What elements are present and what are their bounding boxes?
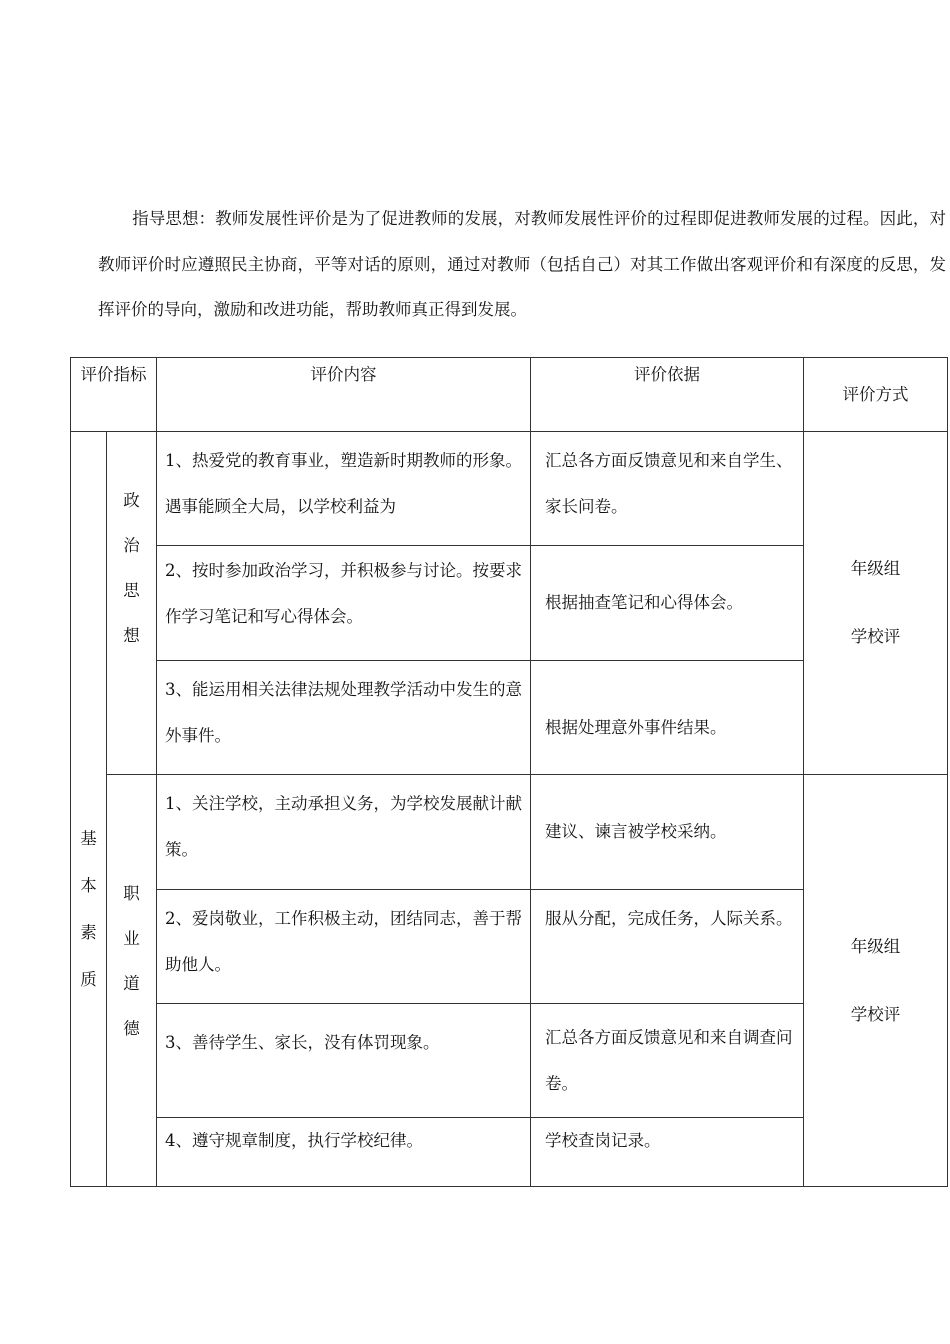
content-cell: 2、按时参加政治学习，并积极参与讨论。按要求作学习笔记和写心得体会。 bbox=[157, 546, 531, 661]
content-cell: 3、善待学生、家长，没有体罚现象。 bbox=[157, 1004, 531, 1118]
group-political-thought: 政 治 思 想 bbox=[107, 432, 157, 775]
table-header-row bbox=[71, 358, 948, 432]
basis-cell: 汇总各方面反馈意见和来自调查问卷。 bbox=[531, 1004, 804, 1118]
guiding-thought-text: 指导思想：教师发展性评价是为了促进教师的发展，对教师发展性评价的过程即促进教师发展的过程。因此，对教师评价时应遵照民主协商，平等对话的原则，通过对教师（包括自己）对其工作做出客观评价和有深度的反思，发挥评价的导向，激励和改进功能，帮助教师真正得到发展。 bbox=[98, 209, 946, 319]
content-cell: 4、遵守规章制度，执行学校纪律。 bbox=[157, 1118, 531, 1187]
header-indicator: 评价指标 bbox=[71, 358, 157, 432]
header-basis: 评价依据 bbox=[531, 358, 804, 432]
basis-cell: 汇总各方面反馈意见和来自学生、家长问卷。 bbox=[531, 432, 804, 546]
content-cell: 1、热爱党的教育事业，塑造新时期教师的形象。遇事能顾全大局，以学校利益为 bbox=[157, 432, 531, 546]
basis-cell: 服从分配，完成任务，人际关系。 bbox=[531, 890, 804, 1004]
table-row bbox=[71, 432, 948, 546]
content-cell: 2、爱岗敬业，工作积极主动，团结同志，善于帮助他人。 bbox=[157, 890, 531, 1004]
method-cell: 年级组 学校评 bbox=[804, 775, 948, 1187]
basis-cell: 建议、谏言被学校采纳。 bbox=[531, 775, 804, 890]
group-professional-ethics: 职 业 道 德 bbox=[107, 775, 157, 1187]
table-row bbox=[71, 775, 948, 890]
basis-cell: 根据处理意外事件结果。 bbox=[531, 661, 804, 775]
basis-cell: 根据抽查笔记和心得体会。 bbox=[531, 546, 804, 661]
category-basic-quality: 基 本 素 质 bbox=[71, 432, 107, 1187]
header-method: 评价方式 bbox=[804, 358, 948, 432]
content-cell: 1、关注学校，主动承担义务，为学校发展献计献策。 bbox=[157, 775, 531, 890]
guiding-thought-paragraph bbox=[98, 196, 946, 333]
evaluation-table bbox=[70, 357, 948, 1187]
method-cell: 年级组 学校评 bbox=[804, 432, 948, 775]
header-content: 评价内容 bbox=[157, 358, 531, 432]
content-cell: 3、能运用相关法律法规处理教学活动中发生的意外事件。 bbox=[157, 661, 531, 775]
basis-cell: 学校查岗记录。 bbox=[531, 1118, 804, 1187]
